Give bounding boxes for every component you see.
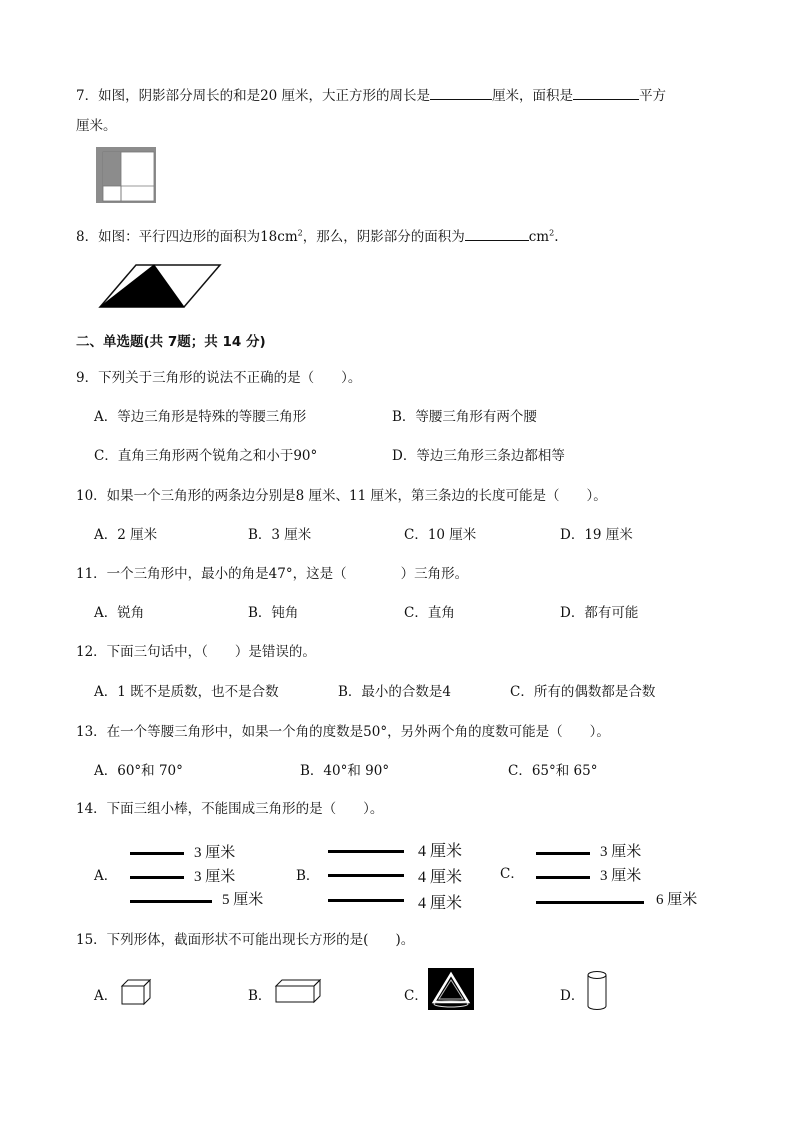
q14-option-c[interactable]: C．: [500, 866, 524, 882]
q14-c-stick-1: [536, 852, 590, 855]
q11-option-c[interactable]: C．直角: [404, 605, 455, 621]
q8-sup-2: 2: [549, 228, 555, 238]
q7-text-b: 厘米，面积是: [492, 88, 574, 104]
q11-option-b[interactable]: B．钝角: [248, 605, 299, 621]
q14-a-stick-1: [130, 852, 184, 855]
q14-a-label-1: 3 厘米: [194, 845, 236, 861]
q15-option-c[interactable]: C．: [404, 988, 428, 1004]
q14-c-label-3: 6 厘米: [656, 892, 698, 908]
q9-option-c[interactable]: C．直角三角形两个锐角之和小于90°: [94, 448, 318, 464]
q9-stem: 9．下列关于三角形的说法不正确的是（ ）。: [76, 370, 362, 386]
cuboid-icon: [274, 978, 322, 1004]
q12-option-c[interactable]: C．所有的偶数都是合数: [510, 684, 656, 700]
q10-option-d[interactable]: D．19 厘米: [560, 527, 633, 543]
q13-option-c[interactable]: C．65°和 65°: [508, 763, 598, 779]
q7-blank-perimeter[interactable]: [430, 85, 492, 100]
q14-c-label-1: 3 厘米: [600, 844, 642, 860]
q11-stem: 11．一个三角形中，最小的角是47°，这是（ ）三角形。: [76, 566, 469, 582]
q14-b-label-3: 4 厘米: [418, 895, 463, 912]
q9-option-d[interactable]: D．等边三角形三条边都相等: [392, 448, 565, 464]
section-2-title: 二、单选题(共 7题；共 14 分): [76, 334, 266, 350]
q12-stem: 12．下面三句话中，（ ）是错误的。: [76, 644, 316, 660]
q10-option-a[interactable]: A．2 厘米: [94, 527, 158, 543]
q14-stem: 14．下面三组小棒，不能围成三角形的是（ ）。: [76, 801, 384, 817]
q7-text-d: 厘米。: [76, 118, 117, 134]
q14-option-a[interactable]: A．: [94, 868, 118, 884]
triangle-frame-icon: [428, 968, 474, 1010]
q14-b-stick-2: [328, 874, 404, 877]
q14-a-label-3: 5 厘米: [222, 892, 264, 908]
q8-text-a: 8．如图：平行四边形的面积为18cm: [76, 229, 298, 245]
q9-option-b[interactable]: B．等腰三角形有两个腰: [392, 409, 537, 425]
q14-a-stick-2: [130, 876, 184, 879]
cube-icon: [120, 978, 152, 1006]
q14-c-label-2: 3 厘米: [600, 868, 642, 884]
q12-option-b[interactable]: B．最小的合数是4: [338, 684, 452, 700]
q13-option-b[interactable]: B．40°和 90°: [300, 763, 390, 779]
q14-b-label-2: 4 厘米: [418, 869, 463, 886]
q7-text-c: 平方: [639, 88, 667, 104]
q14-a-stick-3: [130, 900, 212, 903]
q11-option-a[interactable]: A．锐角: [94, 605, 145, 621]
q7-blank-area[interactable]: [573, 85, 639, 100]
q10-option-c[interactable]: C．10 厘米: [404, 527, 477, 543]
q8-text-b: ，那么，阴影部分的面积为: [302, 229, 465, 245]
q8-parallelogram-figure: [98, 263, 222, 309]
q8-text-c: cm: [528, 229, 550, 245]
q14-b-label-1: 4 厘米: [418, 843, 463, 860]
q13-option-a[interactable]: A．60°和 70°: [94, 763, 183, 779]
q14-option-b[interactable]: B．: [296, 868, 320, 884]
cylinder-icon: [586, 970, 608, 1012]
q10-stem: 10．如果一个三角形的两条边分别是8 厘米、11 厘米，第三条边的长度可能是（ ）。: [76, 488, 607, 504]
q14-a-label-2: 3 厘米: [194, 869, 236, 885]
q10-option-b[interactable]: B．3 厘米: [248, 527, 312, 543]
q14-b-stick-3: [328, 899, 404, 902]
q8-text-d: .: [554, 229, 559, 245]
q9-option-a[interactable]: A．等边三角形是特殊的等腰三角形: [94, 409, 307, 425]
q8-sup-1: 2: [297, 228, 303, 238]
question-8: [76, 225, 559, 245]
q14-b-stick-1: [328, 850, 404, 853]
q13-stem: 13．在一个等腰三角形中，如果一个角的度数是50°，另外两个角的度数可能是（ ）。: [76, 724, 610, 740]
q8-blank-area[interactable]: [465, 226, 529, 241]
q14-c-stick-2: [536, 876, 590, 879]
q7-text-a: 7．如图，阴影部分周长的和是20 厘米，大正方形的周长是: [76, 88, 431, 104]
question-7: [76, 84, 666, 104]
q14-c-stick-3: [536, 901, 644, 904]
q15-option-a[interactable]: A．: [94, 988, 118, 1004]
q12-option-a[interactable]: A．1 既不是质数，也不是合数: [94, 684, 279, 700]
q15-stem: 15．下列形体，截面形状不可能出现长方形的是( )。: [76, 932, 415, 948]
q15-option-d[interactable]: D．: [560, 988, 585, 1004]
q7-square-figure: [96, 147, 156, 203]
q11-option-d[interactable]: D．都有可能: [560, 605, 639, 621]
q15-option-b[interactable]: B．: [248, 988, 272, 1004]
